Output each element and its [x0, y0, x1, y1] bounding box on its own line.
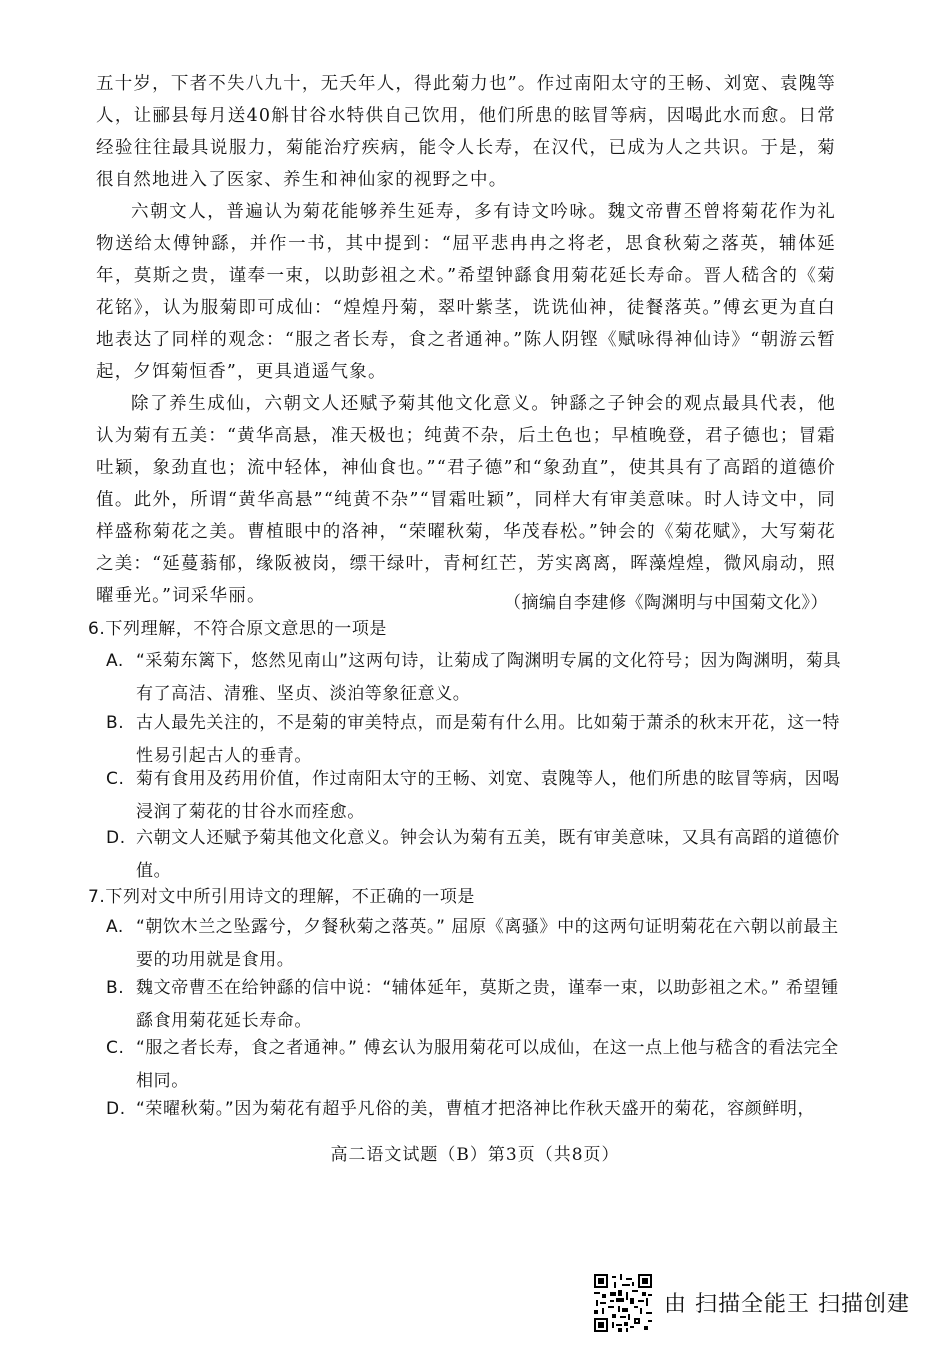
question-7-option-b [106, 972, 856, 1038]
question-7-option-d [106, 1093, 856, 1126]
passage-source: （摘编自李建修《陶渊明与中国菊文化》） [504, 593, 828, 613]
option-text: “服之者长寿，食之者通神。” 傅玄认为服用菊花可以成仙，在这一点上他与嵇含的看法完全相同。 [136, 1038, 839, 1091]
option-letter: D. [106, 828, 126, 848]
option-text: “荣曜秋菊。”因为菊花有超乎凡俗的美，曹植才把洛神比作秋天盛开的菊花，容颜鲜明， [136, 1099, 816, 1119]
passage-paragraph-3: 除了养生成仙，六朝文人还赋予菊其他文化意义。钟繇之子钟会的观点最具代表，他认为菊有五美：“黄华高悬，准天极也；纯黄不杂，后土色也；早植晚登，君子德也；冒霜吐颖，象劲直也；流中轻体，神仙食也。”“君子德”和“象劲直”，使其具有了高蹈的道德价值。此外，所谓“黄华高悬”“纯黄不杂”“冒霜吐颖”，同样大有审美意味。时人诗文中，同样盛称菊花之美。曹植眼中的洛神，“荣曜秋菊，华茂春松。”钟会的《菊花赋》，大写菊花之美：“延蔓蓊郁，缘阪被岗，缥干绿叶，青柯红芒，芳实离离，晖藻煌煌，微风扇动，照曜垂光。”词采华丽。 [96, 394, 836, 606]
question-6-option-c [106, 763, 856, 829]
option-letter: D. [106, 1099, 126, 1119]
passage-paragraph-1: 五十岁，下者不失八九十，无夭年人，得此菊力也”。作过南阳太守的王畅、刘宽、袁隗等人，让郦县每月送40斛甘谷水特供自己饮用，他们所患的眩冒等病，因喝此水而愈。日常经验往往最具说服力，菊能治疗疾病，能令人长寿，在汉代，已成为人之共识。于是，菊很自然地进入了医家、养生和神仙家的视野之中。 [96, 74, 836, 190]
option-text: 菊有食用及药用价值，作过南阳太守的王畅、刘宽、袁隗等人，他们所患的眩冒等病，因喝浸润了菊花的甘谷水而痊愈。 [136, 769, 840, 822]
option-letter: C. [106, 769, 125, 789]
question-7-option-c [106, 1032, 856, 1098]
option-text: 六朝文人还赋予菊其他文化意义。钟会认为菊有五美，既有审美意味，又具有高蹈的道德价值。 [136, 828, 840, 881]
option-text: 魏文帝曹丕在给钟繇的信中说：“辅体延年，莫斯之贵，谨奉一束，以助彭祖之术。” 希望锺繇食用菊花延长寿命。 [136, 978, 839, 1031]
qr-code-icon [594, 1274, 652, 1332]
option-text: “采菊东篱下，悠然见南山”这两句诗，让菊成了陶渊明专属的文化符号；因为陶渊明，菊具有了高洁、清雅、坚贞、淡泊等象征意义。 [136, 651, 842, 704]
option-letter: A. [106, 651, 124, 671]
option-letter: A. [106, 917, 124, 937]
question-7-option-a [106, 911, 856, 977]
question-6-option-d [106, 822, 856, 888]
option-letter: C. [106, 1038, 125, 1058]
option-text: 古人最先关注的，不是菊的审美特点，而是菊有什么用。比如菊于萧杀的秋末开花，这一特性易引起古人的垂青。 [136, 713, 840, 766]
passage-paragraph-2: 六朝文人，普遍认为菊花能够养生延寿，多有诗文吟咏。魏文帝曹丕曾将菊花作为礼物送给太傅钟繇，并作一书，其中提到：“屈平悲冉冉之将老，思食秋菊之落英，辅体延年，莫斯之贵，谨奉一束，以助彭祖之术。”希望钟繇食用菊花延长寿命。晋人嵇含的《菊花铭》，认为服菊即可成仙：“煌煌丹菊，翠叶紫茎，诜诜仙神，徒餐落英。”傅玄更为直白地表达了同样的观念：“服之者长寿，食之者通神。”陈人阴铿《赋咏得神仙诗》“朝游云暂起，夕饵菊恒香”，更具逍遥气象。 [96, 202, 836, 382]
question-6-stem: 6.下列理解，不符合原文意思的一项是 [88, 619, 388, 639]
question-6-option-a [106, 645, 856, 711]
option-letter: B. [106, 978, 125, 998]
scanner-watermark-text: 由 扫描全能王 扫描创建 [664, 1292, 910, 1317]
option-text: “朝饮木兰之坠露兮，夕餐秋菊之落英。” 屈原《离骚》中的这两句证明菊花在六朝以前最主要的功用就是食用。 [136, 917, 839, 970]
option-letter: B. [106, 713, 125, 733]
page-footer: 高二语文试题（B）第3页（共8页） [330, 1145, 620, 1165]
question-7-stem: 7.下列对文中所引用诗文的理解，不正确的一项是 [88, 887, 476, 907]
